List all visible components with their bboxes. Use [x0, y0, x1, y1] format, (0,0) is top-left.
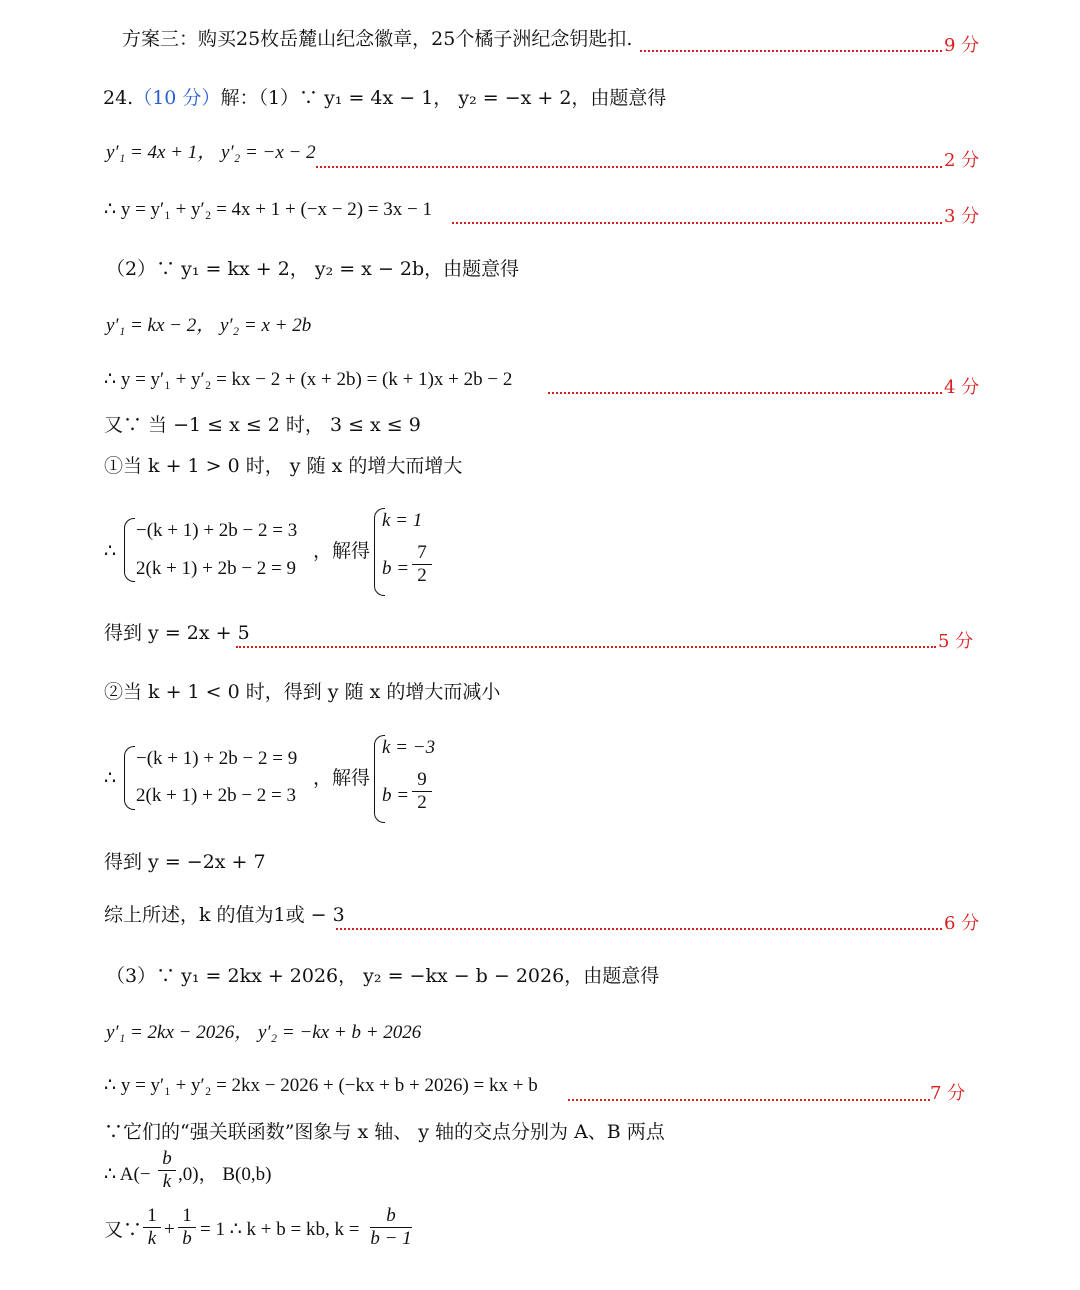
fraction-numerator: 1: [182, 1205, 192, 1226]
therefore-symbol: ∴: [104, 767, 117, 789]
fraction: [158, 1148, 176, 1193]
score-6: 6 分: [944, 913, 980, 934]
fraction: [143, 1205, 161, 1250]
score-4: 4 分: [944, 377, 980, 398]
plus-sign: +: [164, 1219, 175, 1240]
part3-sum: ∴ y = y′₁ + y′₂ = 2kx − 2026 + (−kx + b + 2026) = kx + b: [104, 1075, 538, 1096]
question-number: 24.: [103, 87, 134, 109]
case2-k: k = −3: [382, 737, 436, 758]
solve-label: ，解得: [313, 540, 371, 562]
fraction: [412, 542, 432, 587]
score-3: 3 分: [944, 206, 980, 227]
part3-transformed: y′₁ = 2kx − 2026， y′₂ = −kx + b + 2026: [106, 1022, 422, 1043]
question-points: （10 分）: [133, 87, 221, 109]
case1-result: 得到 y = 2x + 5: [104, 622, 250, 644]
score-leader-dots: [452, 222, 942, 224]
case2-result: 得到 y = −2x + 7: [104, 851, 266, 873]
fraction-denominator: 2: [417, 565, 427, 586]
system-brace: [124, 518, 135, 582]
score-leader-dots: [548, 392, 942, 394]
score-7: 7 分: [930, 1083, 966, 1104]
fraction-denominator: k: [162, 1171, 172, 1192]
score-leader-dots: [640, 50, 942, 52]
therefore-symbol: ∴: [104, 540, 117, 562]
part3-given: （3）∵ y₁ = 2kx + 2026， y₂ = −kx − b − 2026，由题意得: [106, 965, 660, 987]
score-5: 5 分: [938, 631, 974, 652]
case2-condition: ②当 k + 1 < 0 时，得到 y 随 x 的增大而减小: [104, 681, 501, 703]
part3-relation: = 1 ∴ k + b = kb, k =: [200, 1219, 360, 1240]
score-9: 9 分: [944, 35, 980, 56]
fraction: [370, 1205, 412, 1250]
question-24-header: [103, 85, 666, 111]
part2-conclusion: 综上所述，k 的值为1或 − 3: [104, 904, 345, 926]
fraction-denominator: b − 1: [370, 1228, 412, 1249]
fraction: [412, 769, 432, 814]
case1-condition: ①当 k + 1 > 0 时， y 随 x 的增大而增大: [104, 455, 463, 477]
score-leader-dots: [336, 928, 942, 930]
case1-eq1: −(k + 1) + 2b − 2 = 3: [136, 520, 298, 541]
points-ab: ,0)， B(0,b): [178, 1164, 272, 1185]
fraction-numerator: b: [386, 1205, 396, 1226]
fraction: [178, 1205, 196, 1250]
part3-condition-prefix: 又∵: [104, 1219, 143, 1241]
score-leader-dots: [236, 646, 936, 648]
part2-given: （2）∵ y₁ = kx + 2， y₂ = x − 2b，由题意得: [106, 258, 520, 280]
fraction-denominator: k: [147, 1228, 157, 1249]
fraction-numerator: 1: [147, 1205, 157, 1226]
fraction-denominator: 2: [417, 792, 427, 813]
case1-k: k = 1: [382, 510, 423, 531]
fraction-numerator: 7: [417, 542, 427, 563]
part2-domain: 又∵ 当 −1 ≤ x ≤ 2 时， 3 ≤ x ≤ 9: [104, 414, 421, 436]
part1-given: 解：（1）∵ y₁ = 4x − 1， y₂ = −x + 2，由题意得: [220, 87, 667, 109]
score-leader-dots: [568, 1099, 930, 1101]
case1-eq2: 2(k + 1) + 2b − 2 = 9: [136, 558, 297, 579]
score-2: 2 分: [944, 150, 980, 171]
case1-b: b =: [382, 558, 410, 579]
solution-plan-three: 方案三：购买25枚岳麓山纪念徽章，25个橘子洲纪念钥匙扣.: [122, 28, 633, 50]
point-a-prefix: ∴ A(−: [104, 1164, 151, 1185]
case2-eq2: 2(k + 1) + 2b − 2 = 3: [136, 785, 297, 806]
fraction-numerator: 9: [417, 769, 427, 790]
fraction-numerator: b: [162, 1148, 172, 1169]
score-leader-dots: [316, 166, 942, 168]
part3-intersections: ∵它们的“强关联函数”图象与 x 轴、 y 轴的交点分别为 A、B 两点: [104, 1121, 665, 1143]
system-brace: [124, 746, 135, 810]
solve-label: ，解得: [313, 767, 371, 789]
part1-result: ∴ y = y′₁ + y′₂ = 4x + 1 + (−x − 2) = 3x − 1: [104, 199, 432, 220]
case2-eq1: −(k + 1) + 2b − 2 = 9: [136, 748, 298, 769]
part2-transformed: y′₁ = kx − 2， y′₂ = x + 2b: [106, 315, 312, 336]
fraction-denominator: b: [182, 1228, 192, 1249]
part1-transformed: y′₁ = 4x + 1， y′₂ = −x − 2: [106, 142, 316, 163]
part2-sum: ∴ y = y′₁ + y′₂ = kx − 2 + (x + 2b) = (k + 1)x + 2b − 2: [104, 369, 513, 390]
case2-b: b =: [382, 785, 410, 806]
